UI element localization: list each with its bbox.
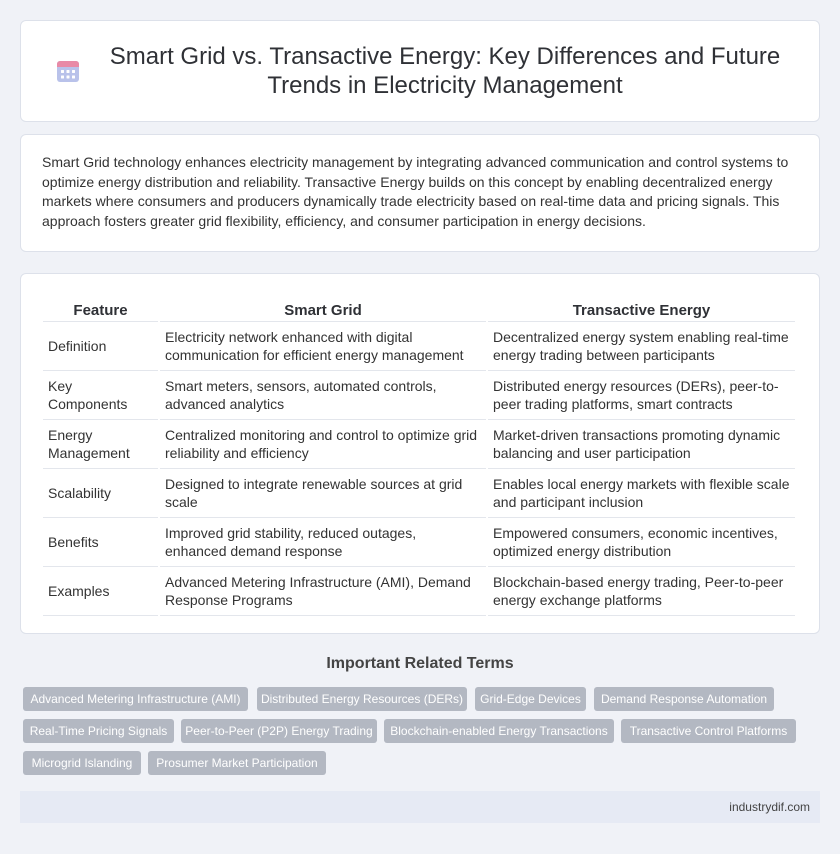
table-row — [43, 371, 795, 420]
related-term-tag[interactable]: Peer-to-Peer (P2P) Energy Trading — [181, 719, 377, 743]
intro-paragraph: Smart Grid technology enhances electricity management by integrating advanced communication and control systems to optimize energy distribution and reliability. Transactive Energy builds on this concept by enabling decentralized energy markets where consumers and producers dynamically trade electricity based on real-time data and pricing signals. This approach fosters greater grid flexibility, efficiency, and consumer participation in energy decisions. — [42, 154, 789, 229]
comparison-table — [41, 296, 797, 616]
table-row — [43, 518, 795, 567]
transactive-cell: Market-driven transactions promoting dynamic balancing and user participation — [488, 420, 795, 469]
calendar-grid-icon — [55, 58, 81, 84]
related-term-tag[interactable]: Distributed Energy Resources (DERs) — [257, 687, 467, 711]
smart-grid-cell: Smart meters, sensors, automated controls, advanced analytics — [160, 371, 486, 420]
footer-site-link[interactable]: industrydif.com — [729, 800, 810, 814]
table-row — [43, 420, 795, 469]
feature-cell: Definition — [43, 322, 158, 371]
header-feature: Feature — [43, 296, 158, 322]
related-term-tag[interactable]: Grid-Edge Devices — [475, 687, 586, 711]
related-term-tag[interactable]: Demand Response Automation — [594, 687, 774, 711]
transactive-cell: Blockchain-based energy trading, Peer-to-peer energy exchange platforms — [488, 567, 795, 616]
title-card — [20, 20, 820, 122]
table-row — [43, 567, 795, 616]
feature-cell: Scalability — [43, 469, 158, 518]
feature-cell: Benefits — [43, 518, 158, 567]
feature-cell: Examples — [43, 567, 158, 616]
feature-cell: Key Components — [43, 371, 158, 420]
footer — [20, 791, 820, 823]
smart-grid-cell: Centralized monitoring and control to optimize grid reliability and efficiency — [160, 420, 486, 469]
smart-grid-cell: Advanced Metering Infrastructure (AMI), Demand Response Programs — [160, 567, 486, 616]
page-title: Smart Grid vs. Transactive Energy: Key Differences and Future Trends in Electricity Management — [109, 43, 781, 99]
comparison-card — [20, 273, 820, 634]
transactive-cell: Decentralized energy system enabling real-time energy trading between participants — [488, 322, 795, 371]
related-term-tag[interactable]: Microgrid Islanding — [23, 751, 141, 775]
related-terms-title: Important Related Terms — [326, 655, 514, 672]
related-term-tag[interactable]: Real-Time Pricing Signals — [23, 719, 174, 743]
related-term-tag[interactable]: Prosumer Market Participation — [148, 751, 326, 775]
smart-grid-cell: Electricity network enhanced with digital communication for efficient energy management — [160, 322, 486, 371]
header-smart-grid: Smart Grid — [160, 296, 486, 322]
title-wrap — [50, 42, 790, 100]
related-term-tag[interactable]: Transactive Control Platforms — [621, 719, 796, 743]
transactive-cell: Enables local energy markets with flexible scale and participant inclusion — [488, 469, 795, 518]
transactive-cell: Distributed energy resources (DERs), peer-to-peer trading platforms, smart contracts — [488, 371, 795, 420]
table-row — [43, 469, 795, 518]
table-row — [43, 322, 795, 371]
smart-grid-cell: Improved grid stability, reduced outages, enhanced demand response — [160, 518, 486, 567]
smart-grid-cell: Designed to integrate renewable sources at grid scale — [160, 469, 486, 518]
intro-card — [20, 134, 820, 252]
header-transactive-energy: Transactive Energy — [488, 296, 795, 322]
related-term-tag[interactable]: Advanced Metering Infrastructure (AMI) — [23, 687, 248, 711]
related-term-tag[interactable]: Blockchain-enabled Energy Transactions — [384, 719, 614, 743]
transactive-cell: Empowered consumers, economic incentives, optimized energy distribution — [488, 518, 795, 567]
table-header-row — [43, 296, 795, 322]
feature-cell: Energy Management — [43, 420, 158, 469]
